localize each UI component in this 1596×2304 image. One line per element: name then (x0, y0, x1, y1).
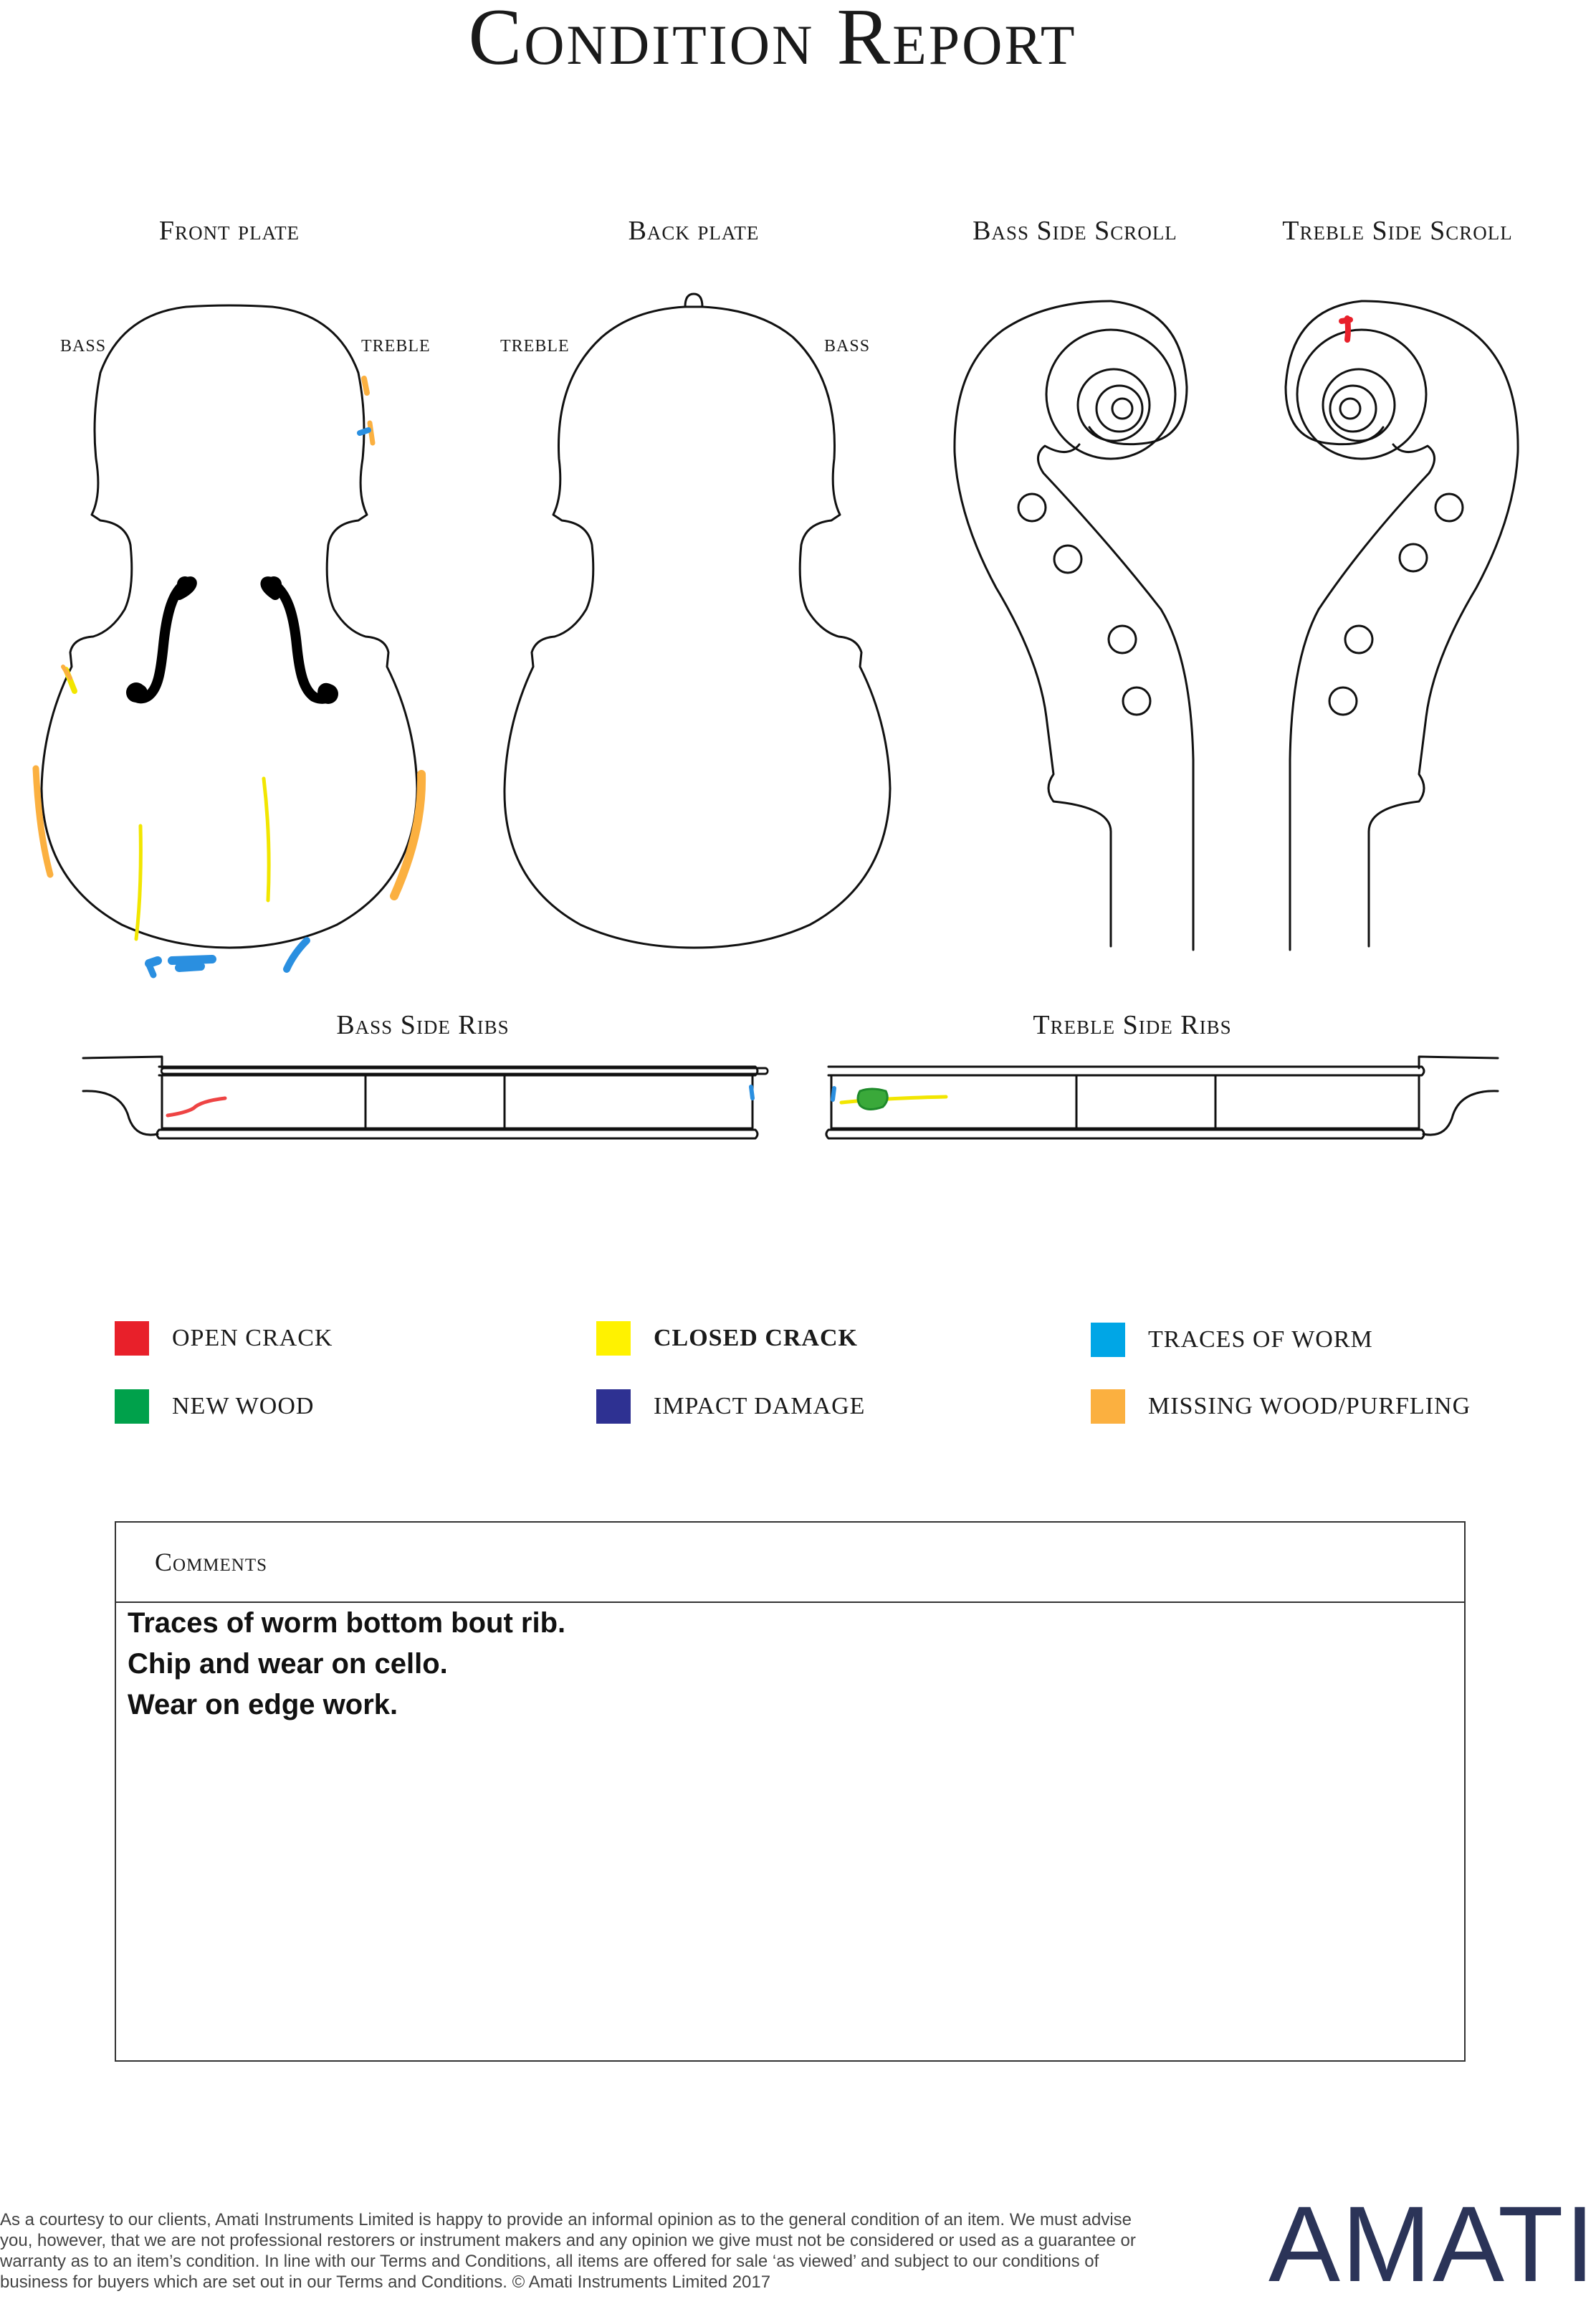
page-title: Condition Report (468, 0, 1077, 82)
front-plate-marks (36, 379, 421, 975)
front-treble-label: TREBLE (361, 337, 431, 356)
back-plate-outline (505, 294, 890, 948)
back-plate-title: Back plate (628, 216, 760, 246)
legend-label: CLOSED CRACK (654, 1325, 858, 1351)
front-plate-outline (42, 305, 417, 948)
legend-impact-damage (596, 1389, 865, 1424)
bass-side-scroll-diagram (939, 287, 1211, 961)
treble-side-ribs-title: Treble Side Ribs (1033, 1010, 1232, 1040)
bass-f-hole (126, 576, 193, 703)
legend-label: MISSING WOOD/PURFLING (1148, 1393, 1471, 1419)
treble-side-scroll-title: Treble Side Scroll (1282, 216, 1513, 246)
treble-scroll-outline (1286, 301, 1518, 950)
amati-logo: AMATI (1268, 2184, 1596, 2304)
comments-box (115, 1521, 1466, 2062)
traces-of-worm-swatch (1091, 1323, 1125, 1357)
legend-label: NEW WOOD (172, 1393, 315, 1419)
bass-scroll-outline (955, 301, 1193, 950)
front-plate-diagram (0, 0, 459, 1004)
new-wood-swatch (115, 1389, 149, 1424)
back-plate-diagram (459, 0, 917, 1004)
legend-traces-of-worm (1091, 1322, 1373, 1358)
legend-new-wood (115, 1389, 314, 1424)
bass-ribs-outline (83, 1057, 768, 1138)
comments-body (116, 1603, 1464, 1725)
closed-crack-swatch (596, 1321, 631, 1356)
legend-label: IMPACT DAMAGE (654, 1393, 866, 1419)
back-bass-label: BASS (824, 337, 871, 356)
missing-wood-swatch (1091, 1389, 1125, 1424)
treble-ribs-marks (833, 1088, 946, 1110)
legend-label: OPEN CRACK (172, 1325, 333, 1351)
comment-line: Traces of worm bottom bout rib. (128, 1607, 566, 1639)
treble-side-scroll-diagram (1261, 287, 1534, 961)
bass-ribs-worm-mark (751, 1087, 752, 1098)
disclaimer-text: As a courtesy to our clients, Amati Instruments Limited is happy to provide an informal opinion as to the general condition of an item. We must advise you, however, that we are not professional restorers or instrument makers and any opinion we give must not be considered or used as a guarantee or warranty as to an item’s condition. In line with our Terms and Conditions, all items are offered for sale ‘as viewed’ and subject to our conditions of business for buyers which are set out in our Terms and Conditions. © Amati Instruments Limited 2017 (0, 2210, 1136, 2292)
comments-heading: Comments (116, 1523, 1464, 1603)
front-bass-label: BASS (60, 337, 107, 356)
comment-line: Chip and wear on cello. (128, 1648, 448, 1680)
legend-open-crack (115, 1320, 333, 1356)
legend-missing-wood (1091, 1389, 1471, 1424)
legend-closed-crack (596, 1320, 858, 1356)
legend-label: TRACES OF WORM (1148, 1326, 1373, 1353)
treble-f-hole (265, 576, 338, 704)
back-treble-label: TREBLE (500, 337, 570, 356)
comment-line: Wear on edge work. (128, 1689, 398, 1720)
treble-scroll-marks (1342, 318, 1350, 340)
open-crack-swatch (115, 1321, 149, 1356)
bass-ribs-marks (168, 1098, 225, 1115)
impact-damage-swatch (596, 1389, 631, 1424)
treble-side-ribs-diagram (824, 1047, 1512, 1147)
bass-side-ribs-diagram (79, 1047, 767, 1147)
bass-side-scroll-title: Bass Side Scroll (973, 216, 1177, 246)
front-plate-title: Front plate (158, 216, 300, 246)
bass-side-ribs-title: Bass Side Ribs (336, 1010, 510, 1040)
